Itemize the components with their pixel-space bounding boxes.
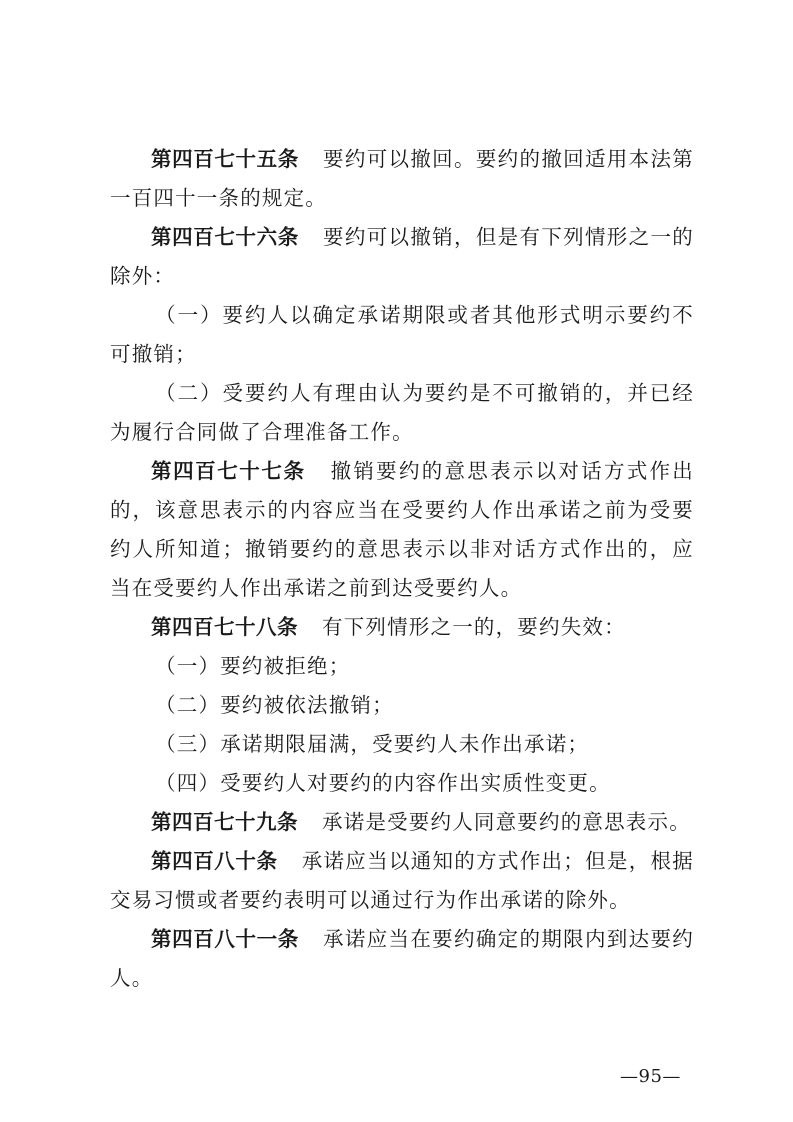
article-number: 第四百八十一条 (151, 927, 299, 951)
article-number: 第四百七十九条 (151, 810, 298, 834)
article-text: 承诺应当以通知的方式作出；但是，根据交易习惯或者要约表明可以通过行为作出承诺的除外。 (110, 849, 695, 912)
article-number: 第四百八十条 (151, 849, 278, 873)
article-476 (110, 218, 694, 296)
article-text: 撤销要约的意思表示以对话方式作出的，该意思表示的内容应当在受要约人作出承诺之前为受要约人所知道；撤销要约的意思表示以非对话方式作出的，应当在受要约人作出承诺之前到达受要约人。 (110, 459, 694, 600)
article-481 (110, 920, 694, 998)
article-478-item-3: （三）承诺期限届满，受要约人未作出承诺； (155, 732, 590, 756)
article-number: 第四百七十五条 (151, 147, 299, 171)
page-number: —95— (620, 1066, 681, 1087)
article-475 (110, 140, 694, 218)
article-478-item-1: （一）要约被拒绝； (155, 654, 351, 678)
article-478-item-2: （二）要约被依法撤销； (155, 693, 394, 717)
article-476-item-2: （二）受要约人有理由认为要约是不可撤销的，并已经为履行合同做了合理准备工作。 (110, 381, 694, 444)
article-text: 有下列情形之一的，要约失效： (322, 615, 626, 639)
article-479 (110, 803, 694, 842)
article-text: 承诺是受要约人同意要约的意思表示。 (322, 810, 691, 834)
article-478 (110, 608, 694, 647)
article-478-item-4: （四）受要约人对要约的内容作出实质性变更。 (155, 771, 611, 795)
article-480 (110, 842, 694, 920)
article-number: 第四百七十七条 (151, 459, 306, 483)
article-text: 要约可以撤销，但是有下列情形之一的除外： (110, 225, 694, 288)
article-number: 第四百七十八条 (151, 615, 298, 639)
document-body (110, 140, 694, 998)
article-476-item-1: （一）要约人以确定承诺期限或者其他形式明示要约不可撤销； (110, 303, 694, 366)
article-text: 要约可以撤回。要约的撤回适用本法第一百四十一条的规定。 (110, 147, 694, 210)
article-number: 第四百七十六条 (151, 225, 299, 249)
article-text: 承诺应当在要约确定的期限内到达要约人。 (110, 927, 694, 990)
article-477 (110, 452, 694, 608)
